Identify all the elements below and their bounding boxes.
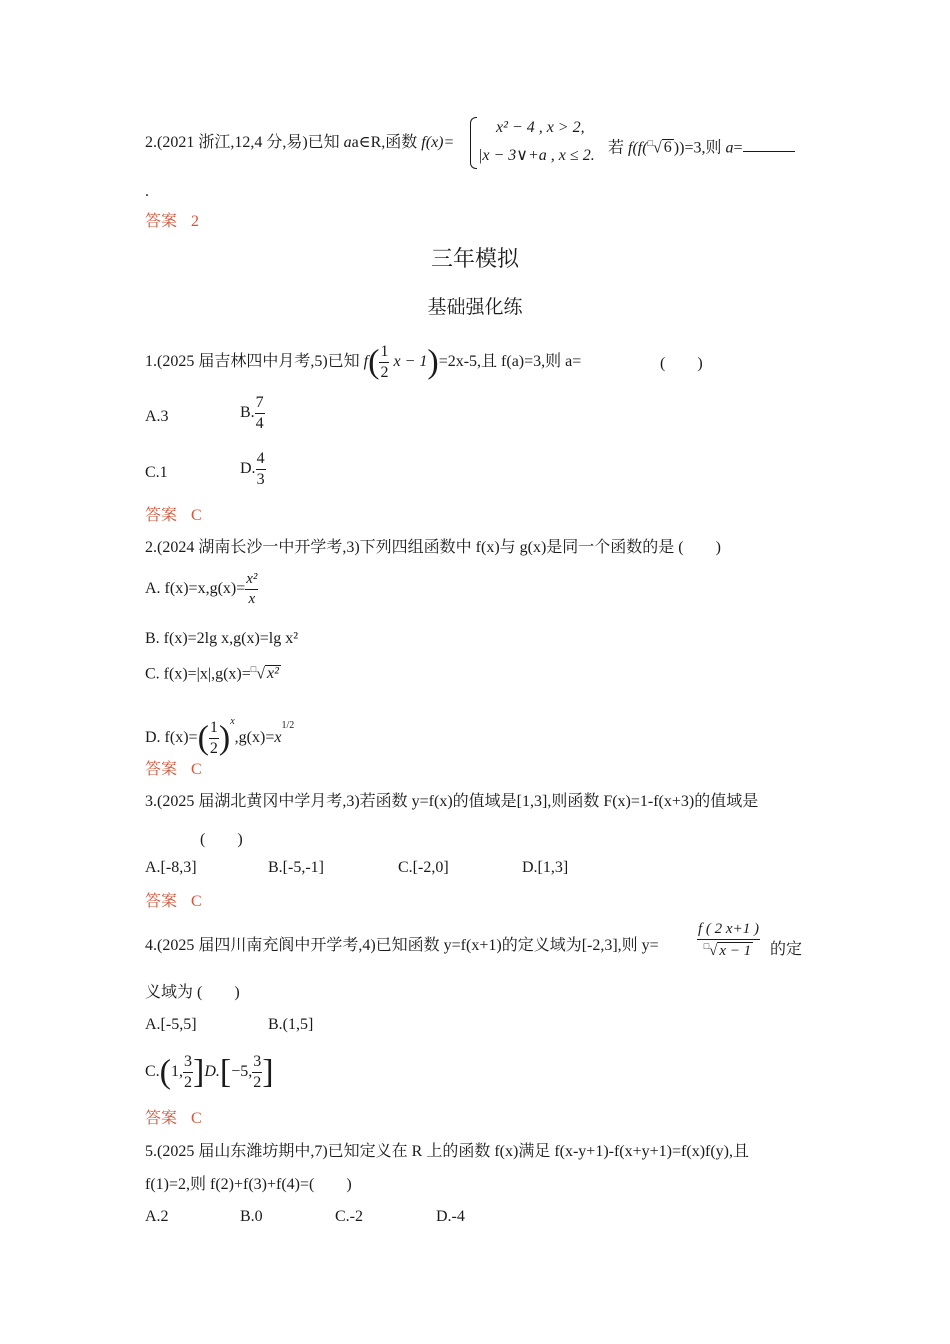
brace xyxy=(470,117,477,169)
interval-start: −5, xyxy=(231,1063,253,1080)
frac-num: 3 xyxy=(183,1054,193,1073)
interval-start: 1, xyxy=(171,1063,183,1080)
q2-answer xyxy=(145,760,202,780)
q-a2-trail: . xyxy=(145,183,149,200)
q3-answer xyxy=(145,892,202,912)
q-a2-expr: f(f( xyxy=(628,139,648,157)
rad-index: □ xyxy=(647,138,653,148)
frac-num: 1 xyxy=(209,720,219,739)
q-a2-expr-end: ))=3,则 xyxy=(673,139,726,157)
q1-den: 2 xyxy=(380,364,389,381)
q5-option-d[interactable]: D.-4 xyxy=(436,1208,465,1225)
q-a2-cond2: 若 xyxy=(608,139,629,157)
q3-option-d[interactable]: D.[1,3] xyxy=(522,859,569,876)
frac-den: 2 xyxy=(209,739,218,757)
answer-label: 答案 xyxy=(145,893,178,910)
option-prefix: D. f(x)= xyxy=(145,729,198,746)
q3-stem: 3.(2025 届湖北黄冈中学月考,3)若函数 y=f(x)的值域是[1,3],则函数 F(x)=1-f(x+3)的值域是 xyxy=(145,793,759,810)
frac-num: 3 xyxy=(252,1054,262,1073)
section-subtitle: 基础强化练 xyxy=(427,296,523,318)
q5-option-a[interactable]: A.2 xyxy=(145,1208,169,1225)
answer-value: C xyxy=(191,761,202,778)
frac-den: 3 xyxy=(256,471,265,488)
option-label: B. xyxy=(240,404,255,422)
q-a2-a: a xyxy=(339,134,352,151)
q4-option-b[interactable]: B.(1,5] xyxy=(268,1016,314,1033)
option-prefix: A. f(x)=x,g(x)= xyxy=(145,580,246,598)
answer-label: 答案 xyxy=(145,1110,178,1127)
answer-value: 2 xyxy=(191,213,200,230)
q4-option-c-d[interactable]: C.(1, $\frac{3}{2}$ ]D.[−5, $\frac{3}{2}$ ] xyxy=(145,1052,274,1091)
q1-rest: =2x-5,且 f(a)=3,则 a= xyxy=(438,353,582,371)
exponent: 1/2 xyxy=(281,720,295,731)
q-a2-cond: a∈R,函数 xyxy=(351,134,422,151)
q3-paren: ( ) xyxy=(200,831,243,848)
q2-stem: 2.(2024 湖南长沙一中开学考,3)下列四组函数中 f(x)与 g(x)是同一个函数的是 ( ) xyxy=(145,539,721,556)
frac-den: x xyxy=(248,591,256,607)
q4-answer xyxy=(145,1109,202,1129)
q1-option-d[interactable] xyxy=(240,451,266,488)
option-d-label: D. xyxy=(204,1063,220,1080)
answer-label: 答案 xyxy=(145,213,178,230)
q2-option-a[interactable] xyxy=(145,572,258,607)
q5-stem: 5.(2025 届山东潍坊期中,7)已知定义在 R 上的函数 f(x)满足 f(x-y+1)-f(x+y+1)=f(x)f(y),且 xyxy=(145,1143,750,1160)
q4-option-a[interactable]: A.[-5,5] xyxy=(145,1016,197,1033)
option-c-label: C. xyxy=(145,1063,160,1080)
q-a2-piecewise xyxy=(470,115,610,171)
q-a2-eq: = xyxy=(733,139,743,157)
answer-label: 答案 xyxy=(145,761,178,778)
option-mid: ,g(x)= xyxy=(234,729,275,746)
case-1: x² − 4 , x > 2, xyxy=(496,119,585,136)
q1-option-b[interactable] xyxy=(240,395,265,432)
q3-option-c[interactable]: C.[-2,0] xyxy=(398,859,449,876)
option-label: D. xyxy=(240,460,256,478)
q1-arg-rest: x − 1 xyxy=(393,353,428,371)
q2-option-c[interactable]: C. f(x)=|x|,g(x)=□√ x² xyxy=(145,664,279,683)
q3-option-a[interactable]: A.[-8,3] xyxy=(145,859,197,876)
q1-answer xyxy=(145,506,202,526)
answer-value: C xyxy=(191,1110,202,1127)
case-2: |x − 3∨+a , x ≤ 2. xyxy=(478,147,595,164)
q-a2-tail: 若 f(f(□√ 6 ))=3,则 a= xyxy=(608,133,795,158)
base: x xyxy=(274,729,282,746)
frac-num: 7 xyxy=(255,395,265,414)
q1-stem: 1.(2025 届吉林四中月考,5)已知 f( $\frac{1}{2}$ x − 1)=2x-5,且 f(a)=3,则 a= xyxy=(145,343,582,381)
q4-tail: 的定 xyxy=(770,941,803,958)
frac-den: 4 xyxy=(255,415,264,432)
q3-option-b[interactable]: B.[-5,-1] xyxy=(268,859,324,876)
option-prefix: C. f(x)=|x|,g(x)= xyxy=(145,665,251,683)
q1-f: f xyxy=(363,353,369,371)
answer-value: C xyxy=(191,507,202,524)
answer-blank xyxy=(743,137,795,152)
exponent: x xyxy=(230,716,235,727)
q1-frac xyxy=(379,344,389,381)
answer-value: C xyxy=(191,893,202,910)
rad-index: □ xyxy=(703,941,710,951)
q1-paren: ( ) xyxy=(660,355,703,372)
q-a2-prefix: 2.(2021 浙江,12,4 分,易)已知 xyxy=(145,134,340,151)
q-a2-answer xyxy=(145,212,199,232)
section-title: 三年模拟 xyxy=(430,247,519,272)
q1-option-c[interactable]: C.1 xyxy=(145,464,168,481)
frac-num: x² xyxy=(245,572,258,590)
q4-fraction: $\frac{f ( 2 x+1 )}{^□√ x - 1}$ xyxy=(698,921,759,959)
q4-stem-line2: 义域为 ( ) xyxy=(145,984,240,1001)
frac-num: f ( 2 x+1 ) xyxy=(697,922,760,940)
q-a2-stem xyxy=(145,133,454,153)
frac-den: 2 xyxy=(253,1073,262,1091)
rad-body: x − 1 xyxy=(719,943,752,959)
q5-option-b[interactable]: B.0 xyxy=(240,1208,263,1225)
rad-body: x² xyxy=(266,665,279,683)
q5-option-c[interactable]: C.-2 xyxy=(335,1208,363,1225)
q2-option-d[interactable]: D. f(x)=( $\frac{1}{2}$ )$^x,g(x)=x^{1/2}$ xyxy=(145,716,295,757)
q-a2-fx: f(x)= xyxy=(421,134,455,151)
answer-label: 答案 xyxy=(145,507,178,524)
q-a2-var: a xyxy=(725,139,734,157)
q5-stem-line2: f(1)=2,则 f(2)+f(3)+f(4)=( ) xyxy=(145,1176,352,1193)
frac-den: 2 xyxy=(184,1073,192,1091)
q1-prefix: 1.(2025 届吉林四中月考,5)已知 xyxy=(145,353,364,371)
rad-body: 6 xyxy=(663,139,672,157)
rad-index: □ xyxy=(250,664,257,674)
q4-stem xyxy=(145,936,659,956)
q1-option-a[interactable]: A.3 xyxy=(145,408,169,425)
frac-num: 4 xyxy=(256,451,266,470)
q4-text: 4.(2025 届四川南充阆中开学考,4)已知函数 y=f(x+1)的定义域为[-2,3],则 y= xyxy=(145,937,659,954)
q2-option-b[interactable]: B. f(x)=2lg x,g(x)=lg x² xyxy=(145,630,299,647)
q1-num: 1 xyxy=(379,344,389,363)
